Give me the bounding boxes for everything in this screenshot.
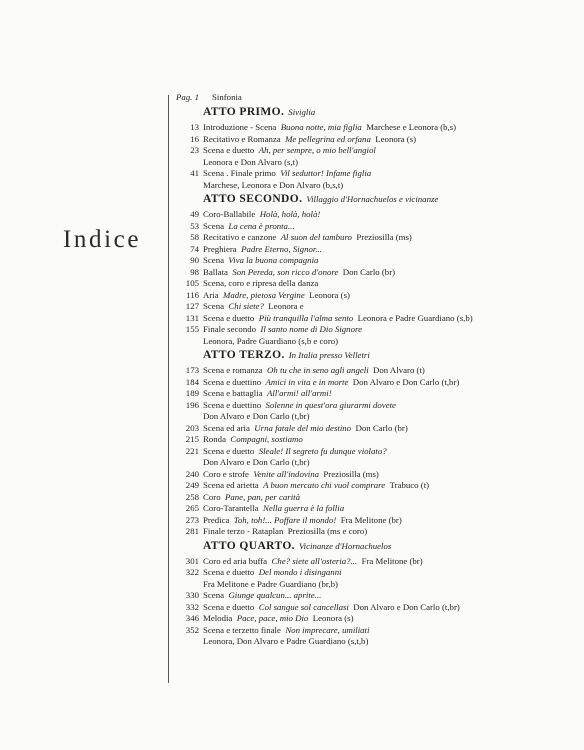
entry-title: Nella guerra è la follia xyxy=(262,503,345,513)
toc-entry xyxy=(176,290,576,302)
entry-title: Non imprecare, umiliati xyxy=(285,624,370,635)
entry-text xyxy=(203,625,576,637)
entry-type: Scena e duetto xyxy=(203,567,255,577)
entry-text xyxy=(203,221,576,233)
entry-title: Venite all'indovina xyxy=(253,468,319,479)
entry-text xyxy=(203,244,576,256)
entry-type: Recitativo e Romanza xyxy=(203,133,281,144)
entry-page-number: 196 xyxy=(185,399,199,410)
entry-page-number: 332 xyxy=(185,601,199,612)
toc-entry xyxy=(176,221,576,233)
entry-title: A buon mercato chi vuol comprare xyxy=(263,480,386,490)
entry-continuation: Leonora e Don Alvaro (s,t) xyxy=(203,156,299,167)
toc-entry xyxy=(176,313,576,325)
entry-title: Del mondo i disinganni xyxy=(258,567,342,577)
entry-type: Scena e terzetto finale xyxy=(203,624,281,635)
entry-page-number: 127 xyxy=(185,301,199,311)
toc-entry xyxy=(176,145,576,157)
entry-page-number: 301 xyxy=(185,555,199,566)
entry-title: Oh tu che in seno agli angeli xyxy=(267,365,369,375)
entry-page-number: 346 xyxy=(185,613,199,623)
toc-entry xyxy=(176,365,576,377)
entry-type: Scena xyxy=(203,220,225,231)
entry-page-number: 184 xyxy=(185,376,199,387)
entry-type: Predica xyxy=(203,514,230,525)
entry-page-number: 203 xyxy=(185,422,199,433)
act-section xyxy=(176,107,576,191)
entry-text xyxy=(203,278,576,290)
entry-title: Al suon del tamburo xyxy=(280,232,352,242)
entry-type: Introduzione - Scena xyxy=(203,122,277,132)
entry-type: Coro xyxy=(203,491,221,502)
entry-continuation: Don Alvaro e Don Carlo (t,br) xyxy=(203,457,310,467)
entry-type: Scena e duettino xyxy=(203,376,262,387)
entry-title: Son Pereda, son ricco d'onore xyxy=(232,266,339,277)
act-section xyxy=(176,541,576,648)
entry-title: Toh, toh!... Poffare il mondo! xyxy=(233,514,337,525)
entry-page-number: 265 xyxy=(185,503,199,513)
entry-continuation: Don Alvaro e Don Carlo (t,br) xyxy=(203,411,310,421)
entry-continuation: Marchese, Leonora e Don Alvaro (b,s,t) xyxy=(203,179,344,190)
act-heading xyxy=(176,107,576,121)
entry-text xyxy=(203,122,576,134)
entry-text xyxy=(203,567,576,579)
entry-page-number: 155 xyxy=(185,324,199,334)
entry-page-number: 258 xyxy=(185,491,199,502)
entry-text xyxy=(203,324,576,336)
entry-type: Melodia xyxy=(203,613,233,623)
entry-roles: Leonora (s) xyxy=(375,133,417,144)
entry-type: Scena xyxy=(203,590,225,600)
act-name: ATTO TERZO. xyxy=(203,349,285,361)
entry-roles: Leonora (s) xyxy=(309,289,350,300)
entry-text xyxy=(203,590,576,602)
entry-type: Finale secondo xyxy=(203,324,257,334)
toc-entry xyxy=(176,556,576,568)
toc-entry xyxy=(176,255,576,267)
entry-title: La cena è pronta... xyxy=(228,220,295,231)
act-location: Vicinanze d'Hornachuelos xyxy=(298,540,392,551)
entry-roles: Don Alvaro e Don Carlo (t,br) xyxy=(353,601,460,612)
toc-entry xyxy=(176,388,576,400)
entry-text xyxy=(203,365,576,377)
entry-text xyxy=(203,290,576,302)
toc-entry xyxy=(176,590,576,602)
toc-entry xyxy=(176,278,576,290)
entry-page-number: 330 xyxy=(185,590,199,600)
entry-type: Scena e battaglia xyxy=(203,388,263,398)
toc-entry xyxy=(176,232,576,244)
entry-type: Coro-Ballabile xyxy=(203,209,256,219)
entry-type: Finale terzo - Rataplan xyxy=(203,526,284,536)
first-line-label: Pag. 1 xyxy=(176,92,199,102)
entry-text xyxy=(203,145,576,157)
entry-text xyxy=(203,232,576,244)
entry-title: Madre, pietosa Vergine xyxy=(223,289,305,300)
entry-page-number: 221 xyxy=(185,445,199,456)
entry-type: Ronda xyxy=(203,434,226,444)
toc-entry xyxy=(176,492,576,504)
toc-entry xyxy=(176,423,576,435)
entry-page-number: 352 xyxy=(185,624,199,635)
entry-text xyxy=(203,613,576,625)
entry-roles: Leonora (s) xyxy=(312,613,354,623)
entry-text xyxy=(203,469,576,481)
entry-text xyxy=(203,515,576,527)
entry-page-number: 41 xyxy=(190,168,199,178)
toc-entry xyxy=(176,515,576,527)
entry-title: Ah, per sempre, o mio bell'angiol xyxy=(258,145,376,155)
vertical-divider xyxy=(168,95,169,683)
entry-page-number: 281 xyxy=(185,526,199,536)
act-location: In Italia presso Velletri xyxy=(288,350,370,360)
act-heading xyxy=(176,541,576,555)
entry-page-number: 58 xyxy=(190,232,199,242)
act-heading xyxy=(176,350,576,364)
toc-entry xyxy=(176,567,576,579)
entry-title: Pane, pan, per carità xyxy=(225,491,301,502)
entry-text xyxy=(203,503,576,515)
act-section xyxy=(176,350,576,538)
entry-roles: Leonora e Padre Guardiano (s,b) xyxy=(357,312,473,323)
entry-roles: Preziosilla (ms) xyxy=(323,468,379,479)
entry-text xyxy=(203,168,576,180)
entry-title: Più tranquilla l'alma sento xyxy=(258,312,354,323)
toc-entry xyxy=(176,377,576,389)
entry-roles: Fra Melitone (br) xyxy=(340,514,402,525)
entry-page-number: 116 xyxy=(186,289,199,300)
entry-continuation: Leonora, Don Alvaro e Padre Guardiano (s,t,b) xyxy=(203,636,369,646)
entry-text xyxy=(203,556,576,568)
entry-roles: Don Alvaro (t) xyxy=(373,365,425,375)
entry-title: Vil seduttor! Infame figlia xyxy=(280,168,372,178)
entry-roles: Don Alvaro e Don Carlo (t,br) xyxy=(352,376,460,387)
toc-entry xyxy=(176,613,576,625)
entry-text xyxy=(203,434,576,446)
entry-page-number: 23 xyxy=(190,145,199,155)
entry-title: All'armi! all'armi! xyxy=(267,388,332,398)
entry-page-number: 131 xyxy=(185,312,199,323)
entry-page-number: 322 xyxy=(185,567,199,577)
entry-text xyxy=(203,377,576,389)
toc-entry xyxy=(176,469,576,481)
entry-text xyxy=(203,492,576,504)
entry-title: Holà, holà, holà! xyxy=(259,209,321,219)
entry-roles: Marchese e Leonora (b,s) xyxy=(366,122,457,132)
entry-page-number: 173 xyxy=(185,365,199,375)
entry-title: Viva la buona compagnia xyxy=(228,255,319,265)
act-name: ATTO SECONDO. xyxy=(203,193,303,205)
entry-page-number: 74 xyxy=(190,243,199,254)
entry-text xyxy=(203,134,576,146)
toc-entry xyxy=(176,209,576,221)
entry-type: Ballata xyxy=(203,266,228,277)
entry-type: Scena, coro e ripresa della danza xyxy=(203,278,319,288)
entry-text xyxy=(203,423,576,435)
toc-entry xyxy=(176,168,576,180)
toc-entry xyxy=(176,324,576,336)
toc-entry xyxy=(176,480,576,492)
entry-text xyxy=(203,480,576,492)
entry-text xyxy=(203,301,576,313)
entry-type: Scena e duetto xyxy=(203,312,255,323)
entry-title: Me pellegrina ed orfana xyxy=(285,133,371,144)
entry-type: Recitativo e canzone xyxy=(203,232,277,242)
toc-entry xyxy=(176,267,576,279)
entry-page-number: 49 xyxy=(190,209,199,219)
entry-text xyxy=(203,267,576,279)
entry-title: Padre Eterno, Signor... xyxy=(241,243,322,254)
entry-text xyxy=(203,209,576,221)
entry-type: Scena xyxy=(203,301,225,311)
entry-type: Scena e duetto xyxy=(203,601,255,612)
entry-title: Pace, pace, mio Dio xyxy=(236,613,309,623)
entry-type: Scena xyxy=(203,255,225,265)
act-heading xyxy=(176,194,576,208)
entry-page-number: 240 xyxy=(185,468,199,479)
act-location: Siviglia xyxy=(288,107,316,117)
entry-page-number: 273 xyxy=(185,514,199,525)
entry-roles: Leonora e xyxy=(268,301,304,311)
entry-type: Aria xyxy=(203,289,219,300)
toc-entry xyxy=(176,446,576,458)
entry-title: Giunge qualcun... aprite... xyxy=(228,590,322,600)
toc-entry xyxy=(176,602,576,614)
entry-type: Scena e duetto xyxy=(203,445,255,456)
act-location: Villaggio d'Hornachuelos e vicinanze xyxy=(306,194,439,204)
entry-page-number: 53 xyxy=(190,220,199,231)
toc-entry xyxy=(176,134,576,146)
entry-text xyxy=(203,313,576,325)
entry-text xyxy=(203,526,576,538)
entry-text xyxy=(203,602,576,614)
entry-text xyxy=(203,446,576,458)
entry-type: Coro ed aria buffa xyxy=(203,555,268,566)
acts-container xyxy=(176,107,576,648)
entry-page-number: 249 xyxy=(185,480,199,490)
entry-title: Buona notte, mia figlia xyxy=(280,122,362,132)
entry-title: Il santo nome di Dio Signore xyxy=(260,324,362,334)
entry-type: Scena . Finale primo xyxy=(203,168,276,178)
entry-title: Sleale! Il segreto fu dunque violato? xyxy=(258,445,387,456)
entry-page-number: 105 xyxy=(185,278,199,288)
act-name: ATTO PRIMO. xyxy=(203,106,285,118)
entry-page-number: 90 xyxy=(190,255,199,265)
toc-first-line xyxy=(176,92,576,104)
entry-continuation: Fra Melitone e Padre Guardiano (br,b) xyxy=(203,578,338,589)
toc-entry xyxy=(176,301,576,313)
first-line-text: Sinfonia xyxy=(212,92,242,102)
entry-type: Scena ed aria xyxy=(203,422,250,433)
entry-type: Preghiera xyxy=(203,243,237,254)
entry-title: Solenne in quest'ora giurarmi dovete xyxy=(265,399,396,410)
entry-page-number: 189 xyxy=(185,388,199,398)
entry-type: Scena e duetto xyxy=(203,145,255,155)
entry-title: Col sangue sol cancellasi xyxy=(258,601,349,612)
entry-title: Urna fatale del mio destino xyxy=(254,422,352,433)
entry-type: Coro-Tarantella xyxy=(203,503,259,513)
entry-roles: Preziosilla (ms e coro) xyxy=(287,526,368,536)
entry-roles: Trabuco (t) xyxy=(389,480,430,490)
toc-entry xyxy=(176,503,576,515)
entry-title: Chi siete? xyxy=(228,301,264,311)
toc-entry xyxy=(176,122,576,134)
toc-entry xyxy=(176,625,576,637)
entry-title: Compagni, sostiamo xyxy=(230,434,303,444)
entry-roles: Preziosilla (ms) xyxy=(356,232,412,242)
entry-type: Coro e strofe xyxy=(203,468,249,479)
toc-entry xyxy=(176,244,576,256)
entry-title: Amici in vita e in morte xyxy=(265,376,349,387)
entry-roles: Fra Melitone (br) xyxy=(361,555,423,566)
entry-text xyxy=(203,400,576,412)
entry-title: Che? siete all'osteria?... xyxy=(271,555,358,566)
entry-page-number: 98 xyxy=(190,266,199,277)
entry-text xyxy=(203,255,576,267)
entry-roles: Don Carlo (br) xyxy=(342,266,396,277)
toc-entry xyxy=(176,526,576,538)
entry-page-number: 13 xyxy=(190,122,199,132)
entry-continuation: Leonora, Padre Guardiano (s,b e coro) xyxy=(203,335,339,346)
entry-page-number: 16 xyxy=(190,133,199,144)
entry-page-number: 215 xyxy=(185,434,199,444)
toc-entry xyxy=(176,400,576,412)
entry-type: Scena e romanza xyxy=(203,365,263,375)
act-name: ATTO QUARTO. xyxy=(203,539,295,552)
page-title: Indice xyxy=(63,226,142,253)
entry-type: Scena ed arietta xyxy=(203,480,259,490)
entry-roles: Don Carlo (br) xyxy=(355,422,408,433)
entry-text xyxy=(203,388,576,400)
table-of-contents xyxy=(176,92,576,648)
toc-entry xyxy=(176,434,576,446)
act-section xyxy=(176,194,576,347)
entry-type: Scena e duettino xyxy=(203,399,262,410)
